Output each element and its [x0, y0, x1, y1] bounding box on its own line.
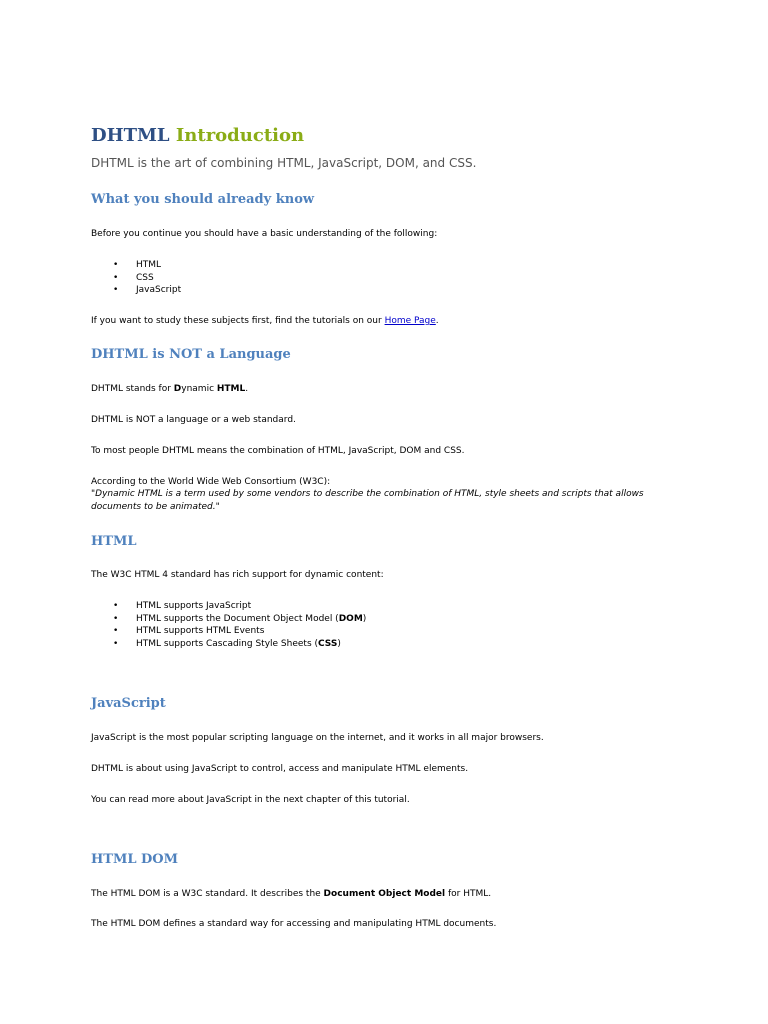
combination-paragraph: To most people DHTML means the combination of HTML, JavaScript, DOM and CSS. [91, 446, 465, 456]
list-item: • HTML supports the Document Object Model (DOM) [91, 613, 366, 626]
html-intro: The W3C HTML 4 standard has rich support for dynamic content: [91, 570, 384, 580]
list-item: • HTML supports HTML Events [91, 625, 366, 638]
heading-javascript: JavaScript [91, 696, 166, 711]
home-page-link[interactable]: Home Page [384, 316, 436, 326]
heading-what-you-should-know: What you should already know [91, 192, 315, 207]
dom-paragraph-1: The HTML DOM is a W3C standard. It describes the Document Object Model for HTML. [91, 889, 492, 899]
lead-paragraph: DHTML is the art of combining HTML, JavaScript, DOM, and CSS. [91, 156, 477, 170]
list-item: • JavaScript [91, 284, 181, 297]
w3c-quote: "Dynamic HTML is a term used by some vendors to describe the combination of HTML, style sheets and scripts that allows documents to be animated." [91, 489, 644, 512]
heading-html-dom: HTML DOM [91, 852, 179, 867]
study-paragraph: If you want to study these subjects first, find the tutorials on our Home Page. [91, 316, 439, 326]
heading-html: HTML [91, 534, 137, 549]
list-item: • HTML [91, 259, 181, 272]
know-intro: Before you continue you should have a basic understanding of the following: [91, 229, 438, 239]
w3c-paragraph: According to the World Wide Web Consortium (W3C): [91, 477, 331, 487]
js-paragraph-3: You can read more about JavaScript in the next chapter of this tutorial. [91, 795, 410, 805]
not-a-language-paragraph: DHTML is NOT a language or a web standard. [91, 415, 296, 425]
dhtml-stands-for: DHTML stands for Dynamic HTML. [91, 384, 249, 394]
know-list [91, 259, 181, 297]
js-paragraph-1: JavaScript is the most popular scripting language on the internet, and it works in all major browsers. [91, 733, 544, 743]
js-paragraph-2: DHTML is about using JavaScript to control, access and manipulate HTML elements. [91, 764, 469, 774]
heading-not-a-language: DHTML is NOT a Language [91, 347, 291, 362]
list-item: • HTML supports Cascading Style Sheets (CSS) [91, 638, 366, 651]
dom-paragraph-2: The HTML DOM defines a standard way for accessing and manipulating HTML documents. [91, 919, 497, 929]
list-item: • CSS [91, 272, 181, 285]
page-title: DHTML Introduction [91, 125, 305, 146]
list-item: • HTML supports JavaScript [91, 600, 366, 613]
html-features-list [91, 600, 366, 650]
